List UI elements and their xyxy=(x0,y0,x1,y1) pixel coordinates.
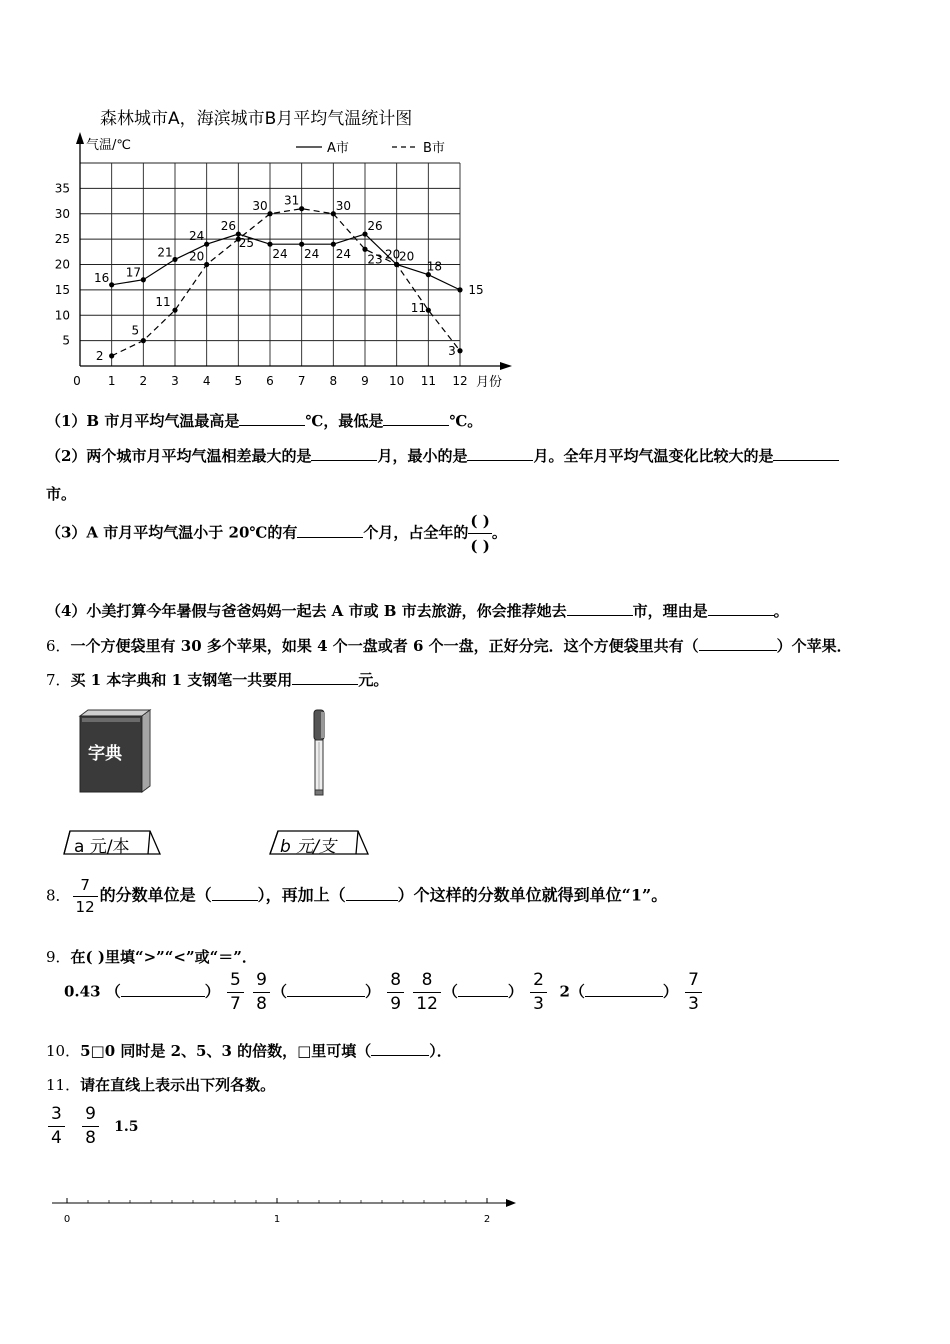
question-6: 6．一个方便袋里有 30 多个苹果，如果 4 个一盘或者 6 个一盘，正好分完．这个方便袋里共有（ ）个苹果． xyxy=(46,637,852,655)
number-line-label: 2 xyxy=(483,1214,491,1225)
x-tick-label: 8 xyxy=(329,374,338,388)
answer-blank[interactable] xyxy=(212,886,258,901)
question-2-cont: 市。 xyxy=(46,485,77,503)
price-b-label: b 元/支 xyxy=(280,837,336,857)
question-9-comparisons: 0.43 （ ） $\frac{5}{7}$ $\frac{9}{8}$ （ ） $\frac{8}{9}$ $\frac{8}{12}$ （ ） $\frac{2}{3}$ 2（ ） $\frac{7}{3}$ xyxy=(64,972,704,1013)
origin-label: 0 xyxy=(73,374,81,388)
answer-blank[interactable] xyxy=(585,982,663,997)
temperature-line-chart xyxy=(0,0,950,400)
data-label: 2 xyxy=(95,348,104,363)
question-9: 9．在( )里填“>”“<”或“＝”． xyxy=(46,948,257,966)
data-label: 24 xyxy=(335,247,351,262)
y-tick-label: 15 xyxy=(54,282,70,297)
data-label: 11 xyxy=(155,295,171,310)
question-1: （1）B 市月平均气温最高是 ℃，最低是 ℃。 xyxy=(46,412,483,430)
data-point xyxy=(141,338,146,343)
answer-blank[interactable] xyxy=(297,523,363,538)
question-11-numbers: $\frac{3}{4}$ $\frac{9}{8}$ 1.5 xyxy=(46,1106,138,1147)
number-line-labels xyxy=(64,1214,490,1225)
data-point xyxy=(267,242,272,247)
data-point xyxy=(457,348,462,353)
data-point xyxy=(141,277,146,282)
data-point xyxy=(426,308,431,313)
data-point xyxy=(204,262,209,267)
data-label: 18 xyxy=(426,259,442,274)
answer-blank[interactable] xyxy=(708,601,774,616)
price-a-label: a 元/本 xyxy=(74,837,130,857)
fraction-8-9: $\frac{8}{9}$ xyxy=(387,972,404,1013)
x-tick-label: 9 xyxy=(361,374,369,388)
y-tick-label: 35 xyxy=(54,181,70,196)
chart-series xyxy=(109,206,463,358)
y-axis-arrow xyxy=(76,132,84,144)
x-tick-label: 2 xyxy=(139,374,148,388)
data-label: 20 xyxy=(399,249,415,264)
data-label: 17 xyxy=(125,265,141,280)
answer-blank[interactable] xyxy=(383,411,449,426)
data-label: 23 xyxy=(367,252,383,267)
y-tick-label: 5 xyxy=(62,333,70,348)
data-label: 26 xyxy=(220,219,236,234)
answer-blank[interactable] xyxy=(346,886,398,901)
x-tick-label: 4 xyxy=(202,374,211,388)
x-tick-label: 1 xyxy=(107,374,116,388)
answer-blank[interactable] xyxy=(121,982,205,997)
data-label: 15 xyxy=(468,282,484,297)
x-tick-label: 7 xyxy=(297,374,306,388)
y-tick-label: 30 xyxy=(54,206,70,221)
series-line-b xyxy=(112,209,460,356)
question-2: （2）两个城市月平均气温相差最大的是 月，最小的是 月。全年月平均气温变化比较大的是 xyxy=(46,445,839,466)
fraction-9-8: $\frac{9}{8}$ xyxy=(82,1106,99,1147)
y-tick-label: 25 xyxy=(54,232,70,247)
number-line-label: 0 xyxy=(63,1214,71,1225)
data-label: 21 xyxy=(157,245,173,260)
answer-blank[interactable] xyxy=(292,670,358,685)
fraction-5-7: $\frac{5}{7}$ xyxy=(227,972,244,1013)
answer-blank[interactable] xyxy=(773,446,839,461)
data-label: 30 xyxy=(335,198,351,213)
answer-blank[interactable] xyxy=(467,446,533,461)
question-10: 10．5□0 同时是 2、5、3 的倍数，□里可填（ ）． xyxy=(46,1042,452,1060)
data-label: 26 xyxy=(367,219,383,234)
dictionary-title: 字典 xyxy=(88,744,122,764)
data-point xyxy=(362,247,367,252)
fraction-8-12: $\frac{8}{12}$ xyxy=(413,972,441,1013)
data-label: 11 xyxy=(410,301,426,316)
data-label: 30 xyxy=(252,198,268,213)
data-point xyxy=(267,211,272,216)
data-point xyxy=(457,287,462,292)
y-tick-label: 20 xyxy=(54,257,70,272)
answer-blank[interactable] xyxy=(699,636,777,651)
data-label: 20 xyxy=(385,247,401,262)
question-7: 7．买 1 本字典和 1 支钢笔一共要用 元。 xyxy=(46,671,389,689)
legend-label-a: A市 xyxy=(327,141,349,156)
data-point xyxy=(109,282,114,287)
data-point xyxy=(331,242,336,247)
data-label: 16 xyxy=(94,270,110,285)
fraction-7-3: $\frac{7}{3}$ xyxy=(685,972,702,1013)
data-label: 24 xyxy=(189,229,205,244)
data-point xyxy=(204,242,209,247)
fraction-answer-blank[interactable]: $\frac{( )}{( )}$ xyxy=(470,512,490,555)
y-axis-title: 气温/℃ xyxy=(86,138,131,153)
x-tick-label: 3 xyxy=(171,374,179,388)
fraction-2-3: $\frac{2}{3}$ xyxy=(530,972,547,1013)
question-11: 11．请在直线上表示出下列各数。 xyxy=(46,1076,276,1094)
chart-axes xyxy=(76,132,512,370)
data-point xyxy=(109,353,114,358)
number-line-ticks xyxy=(67,1198,487,1203)
answer-blank[interactable] xyxy=(311,446,377,461)
question-4: （4）小美打算今年暑假与爸爸妈妈一起去 A 市或 B 市去旅游，你会推荐她去 市，理由是 。 xyxy=(46,602,789,620)
number-line-arrow xyxy=(506,1199,516,1207)
data-point xyxy=(299,242,304,247)
answer-blank[interactable] xyxy=(458,982,508,997)
x-tick-label: 6 xyxy=(266,374,274,388)
data-point xyxy=(172,257,177,262)
question-8: 8． $\frac{7}{12}$ 的分数单位是（ ），再加上（ ）个这样的分数单位就得到单位“1”。 xyxy=(46,876,668,916)
x-tick-label: 10 xyxy=(389,374,405,388)
answer-blank[interactable] xyxy=(567,601,633,616)
chart-title: 森林城市A，海滨城市B月平均气温统计图 xyxy=(100,109,413,129)
data-point xyxy=(172,308,177,313)
x-tick-label: 5 xyxy=(234,374,243,388)
answer-blank[interactable] xyxy=(371,1041,429,1056)
x-tick-label: 12 xyxy=(452,374,468,388)
data-label: 3 xyxy=(448,343,456,358)
x-axis-arrow xyxy=(500,362,512,370)
x-axis-title: 月份 xyxy=(476,375,503,390)
data-label: 24 xyxy=(304,247,320,262)
data-label: 31 xyxy=(284,193,300,208)
number-line-label: 1 xyxy=(273,1214,281,1225)
answer-blank[interactable] xyxy=(287,982,365,997)
legend-label-b: B市 xyxy=(423,141,445,156)
fraction-3-4: $\frac{3}{4}$ xyxy=(48,1106,65,1147)
number-line xyxy=(40,1190,530,1230)
fraction-7-12: $\frac{7}{12}$ xyxy=(73,878,98,915)
chart-labels xyxy=(55,138,502,390)
data-label: 25 xyxy=(238,236,254,251)
pen-image xyxy=(306,708,330,798)
x-tick-label: 11 xyxy=(420,374,436,388)
question-3: （3）A 市月平均气温小于 20℃的有 个月，占全年的 $\frac{( )}{( )}$ 。 xyxy=(46,512,507,555)
answer-blank[interactable] xyxy=(239,411,305,426)
data-label: 24 xyxy=(272,247,288,262)
data-label: 20 xyxy=(189,249,205,264)
fraction-9-8: $\frac{9}{8}$ xyxy=(253,972,270,1013)
y-tick-label: 10 xyxy=(54,308,70,323)
data-point xyxy=(299,206,304,211)
data-label: 5 xyxy=(131,323,140,338)
